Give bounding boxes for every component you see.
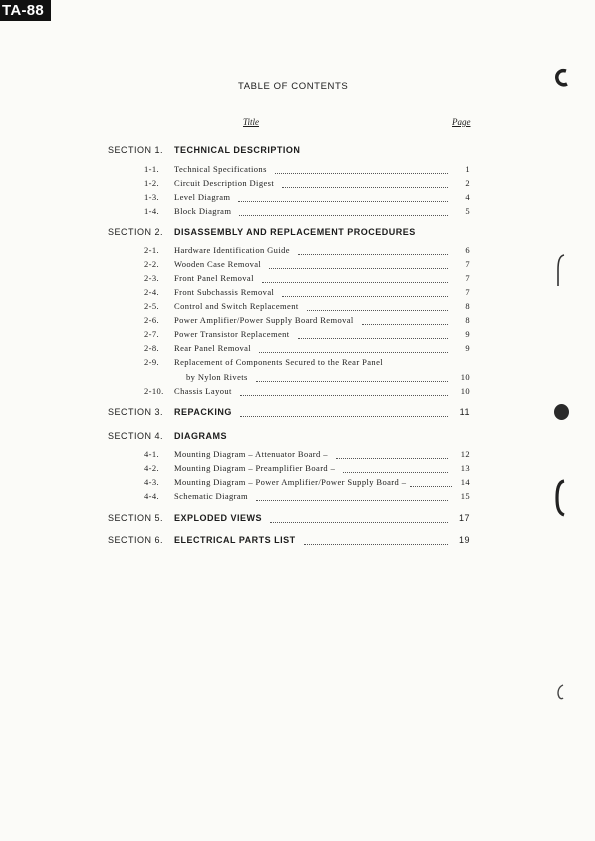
section-title: EXPLODED VIEWS	[174, 513, 263, 523]
entry-title: Control and Switch Replacement	[174, 301, 299, 311]
entry-number: 1-2.	[144, 178, 160, 188]
entry-title: Power Amplifier/Power Supply Board Removal	[174, 315, 354, 325]
dot-leader	[239, 214, 448, 216]
section-number: SECTION 3.	[108, 407, 164, 417]
binder-hole-mark	[554, 68, 570, 88]
toc-entry[interactable]	[144, 463, 470, 475]
dot-leader	[336, 457, 448, 459]
section-number: SECTION 4.	[108, 431, 164, 441]
entry-number: 2-3.	[144, 273, 160, 283]
entry-number: 2-7.	[144, 329, 160, 339]
dot-leader	[304, 543, 448, 545]
dot-leader	[343, 471, 448, 473]
entry-page: 7	[465, 259, 470, 269]
section-number: SECTION 5.	[108, 513, 164, 523]
toc-entry[interactable]	[144, 273, 470, 285]
entry-number: 4-3.	[144, 477, 160, 487]
entry-page: 4	[465, 192, 470, 202]
section-title: ELECTRICAL PARTS LIST	[174, 535, 296, 545]
section-header	[108, 431, 227, 441]
entry-title: Schematic Diagram	[174, 491, 249, 501]
entry-number: 2-10.	[144, 386, 164, 396]
entry-title: Front Subchassis Removal	[174, 287, 275, 297]
section-page: 19	[458, 535, 470, 545]
toc-entry[interactable]	[144, 301, 470, 313]
binder-hole-mark	[555, 252, 567, 292]
dot-leader	[282, 295, 448, 297]
entry-page: 8	[465, 315, 470, 325]
toc-entry[interactable]	[144, 449, 470, 461]
entry-title: Front Panel Removal	[174, 273, 254, 283]
entry-number: 2-9.	[144, 357, 160, 367]
entry-title-continuation: by Nylon Rivets	[186, 372, 248, 382]
entry-page: 8	[465, 301, 470, 311]
entry-title: Power Transistor Replacement	[174, 329, 290, 339]
binder-hole-mark	[554, 682, 566, 702]
entry-page: 7	[465, 273, 470, 283]
page-title: TABLE OF CONTENTS	[238, 81, 349, 92]
section-header[interactable]	[108, 535, 470, 547]
toc-entry-continuation[interactable]	[186, 372, 470, 384]
entry-number: 2-4.	[144, 287, 160, 297]
dot-leader	[240, 415, 448, 417]
entry-page: 12	[460, 449, 470, 459]
entry-page: 7	[465, 287, 470, 297]
toc-entry[interactable]	[144, 329, 470, 341]
entry-page: 9	[465, 329, 470, 339]
entry-title: Mounting Diagram – Preamplifier Board –	[174, 463, 336, 473]
toc-entry[interactable]	[144, 357, 470, 369]
toc-entry[interactable]	[144, 315, 470, 327]
toc-entry[interactable]	[144, 287, 470, 299]
entry-title: Wooden Case Removal	[174, 259, 262, 269]
section-header[interactable]	[108, 513, 470, 525]
entry-page: 14	[460, 477, 470, 487]
entry-title: Mounting Diagram – Power Amplifier/Power Supply Board –	[174, 477, 407, 487]
entry-page: 9	[465, 343, 470, 353]
entry-title: Rear Panel Removal	[174, 343, 252, 353]
dot-leader	[410, 485, 452, 487]
section-title: REPACKING	[174, 407, 232, 417]
entry-number: 4-2.	[144, 463, 160, 473]
toc-entry[interactable]	[144, 491, 470, 503]
toc-entry[interactable]	[144, 192, 470, 204]
dot-leader	[270, 521, 448, 523]
dot-leader	[262, 281, 448, 283]
entry-number: 2-2.	[144, 259, 160, 269]
toc-entry[interactable]	[144, 245, 470, 257]
entry-page: 10	[460, 386, 470, 396]
entry-number: 2-6.	[144, 315, 160, 325]
entry-number: 4-1.	[144, 449, 160, 459]
section-number: SECTION 1.	[108, 145, 164, 155]
dot-leader	[275, 172, 448, 174]
entry-title: Block Diagram	[174, 206, 232, 216]
section-number: SECTION 6.	[108, 535, 164, 545]
dot-leader	[298, 337, 448, 339]
section-title: DISASSEMBLY AND REPLACEMENT PROCEDURES	[174, 227, 416, 237]
section-title: TECHNICAL DESCRIPTION	[174, 145, 301, 155]
dot-leader	[282, 186, 448, 188]
entry-title: Hardware Identification Guide	[174, 245, 290, 255]
toc-entry[interactable]	[144, 259, 470, 271]
entry-page: 6	[465, 245, 470, 255]
entry-number: 4-4.	[144, 491, 160, 501]
toc-entry[interactable]	[144, 206, 470, 218]
toc-entry[interactable]	[144, 178, 470, 190]
entry-page: 1	[465, 164, 470, 174]
section-number: SECTION 2.	[108, 227, 164, 237]
entry-number: 2-1.	[144, 245, 160, 255]
title-column-header: Title	[243, 117, 260, 127]
entry-page: 5	[465, 206, 470, 216]
toc-entry[interactable]	[144, 477, 470, 489]
section-page: 11	[459, 407, 470, 417]
model-tag: TA-88	[0, 0, 51, 21]
binder-hole-mark	[554, 404, 569, 420]
entry-title: Replacement of Components Secured to the Rear Panel	[174, 357, 383, 367]
toc-entry[interactable]	[144, 343, 470, 355]
entry-number: 1-4.	[144, 206, 160, 216]
dot-leader	[238, 200, 448, 202]
entry-number: 2-5.	[144, 301, 160, 311]
binder-hole-mark	[553, 478, 569, 518]
entry-number: 1-1.	[144, 164, 160, 174]
dot-leader	[256, 499, 448, 501]
entry-page: 10	[460, 372, 470, 382]
entry-page: 15	[460, 491, 470, 501]
dot-leader	[298, 253, 448, 255]
dot-leader	[269, 267, 448, 269]
entry-number: 1-3.	[144, 192, 160, 202]
section-header	[108, 227, 416, 237]
section-page: 17	[458, 513, 470, 523]
dot-leader	[259, 351, 448, 353]
dot-leader	[307, 309, 448, 311]
entry-page: 13	[460, 463, 470, 473]
entry-title: Circuit Description Digest	[174, 178, 275, 188]
entry-title: Level Diagram	[174, 192, 231, 202]
entry-title: Mounting Diagram – Attenuator Board –	[174, 449, 328, 459]
dot-leader	[240, 394, 448, 396]
toc-entry[interactable]	[144, 164, 470, 176]
section-header[interactable]	[108, 407, 470, 419]
toc-entry[interactable]	[144, 386, 470, 398]
dot-leader	[362, 323, 448, 325]
entry-page: 2	[465, 178, 470, 188]
entry-title: Technical Specifications	[174, 164, 267, 174]
section-header	[108, 145, 300, 155]
entry-title: Chassis Layout	[174, 386, 232, 396]
section-title: DIAGRAMS	[174, 431, 227, 441]
entry-number: 2-8.	[144, 343, 160, 353]
dot-leader	[256, 380, 448, 382]
page-column-header: Page	[452, 117, 471, 127]
